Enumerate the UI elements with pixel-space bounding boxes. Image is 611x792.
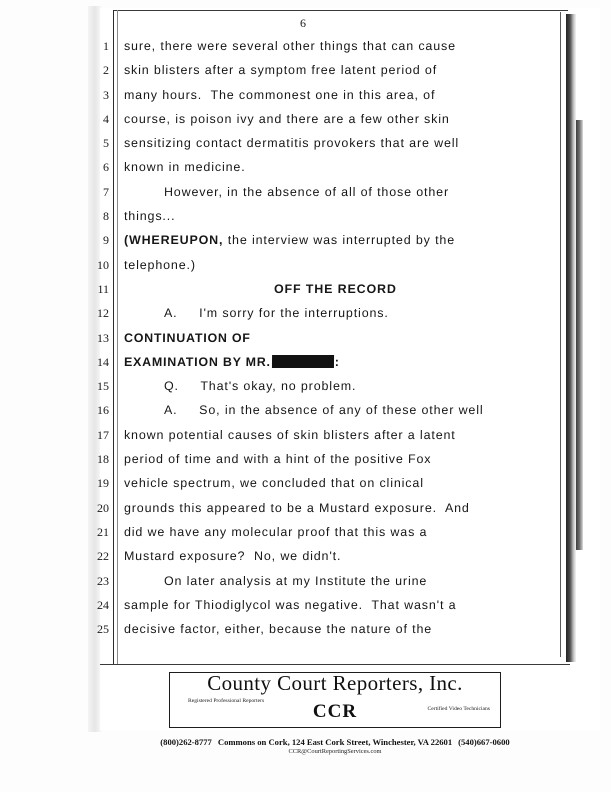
transcript-line-whereupon (124, 228, 564, 252)
line-number: 17 (97, 427, 109, 442)
transcript-line: decisive factor, either, because the nature of the (123, 622, 433, 637)
transcript-line: vehicle spectrum, we concluded that on clinical (123, 476, 424, 491)
reporter-tagline-right: Certified Video Technicians (427, 706, 490, 712)
reporter-company-name: County Court Reporters, Inc. (207, 671, 463, 695)
transcript-line: known in medicine. (123, 160, 246, 175)
line-number: 11 (97, 281, 109, 296)
transcript-line: Mustard exposure? No, we didn't. (123, 549, 342, 564)
line-number: 3 (103, 87, 109, 102)
transcript-line: period of time and with a hint of the positive Fox (123, 452, 432, 467)
reporter-phone-toll-free: (800)262-8777 (160, 737, 212, 747)
transcript-line: grounds this appeared to be a Mustard exposure. And (123, 500, 470, 515)
reporter-address: Commons on Cork, 124 East Cork Street, Winchester, VA 22601 (217, 737, 453, 747)
line-number: 1 (103, 39, 109, 53)
reporter-email: CCR@CourtReportingServices.com (288, 748, 382, 755)
line-number: 14 (97, 354, 109, 369)
transcript-line: skin blisters after a symptom free latent period of (123, 63, 438, 78)
line-number: 5 (103, 136, 109, 151)
line-number: 7 (103, 184, 109, 199)
transcript-line: sure, there were several other things that can cause (123, 39, 457, 53)
line-number: 24 (97, 597, 109, 612)
line-number: 13 (97, 330, 109, 345)
line-number: 9 (103, 233, 109, 248)
whereupon-text: the interview was interrupted by the (223, 233, 456, 248)
line-number: 18 (97, 452, 109, 467)
line-number: 25 (97, 622, 109, 637)
reporter-phone-local: (540)667-0600 (458, 737, 510, 747)
line-number: 20 (97, 500, 109, 515)
line-number: 16 (97, 403, 109, 418)
transcript-body (124, 34, 564, 641)
line-number: 19 (97, 476, 109, 491)
line-number-column (86, 34, 112, 641)
transcript-line: However, in the absence of all of those other (163, 184, 450, 199)
examination-by-suffix: : (334, 354, 340, 369)
scan-dark-edge-secondary (576, 120, 583, 550)
line-number: 22 (97, 549, 109, 564)
examination-by-label: EXAMINATION BY MR. (123, 354, 271, 369)
line-number: 4 (103, 111, 109, 126)
redaction-bar (272, 355, 334, 368)
transcript-line: did we have any molecular proof that this was a (123, 524, 428, 539)
transcript-line: sensitizing contact dermatitis provokers that are well (123, 136, 460, 151)
transcript-line-off-the-record: OFF THE RECORD (273, 281, 397, 296)
page-border-bottom (100, 664, 570, 665)
transcript-line: things... (123, 209, 176, 224)
line-number: 15 (97, 379, 109, 394)
line-number: 6 (103, 160, 109, 175)
transcript-line: sample for Thiodiglycol was negative. That wasn't a (123, 597, 457, 612)
line-number: 8 (103, 209, 109, 224)
reporter-contact-line (100, 737, 570, 747)
line-number: 2 (103, 63, 109, 78)
line-number: 21 (97, 524, 109, 539)
whereupon-label: (WHEREUPON, (123, 233, 224, 248)
transcript-line-examination-by (124, 350, 564, 374)
reporter-footer (100, 672, 570, 755)
page-number: 6 (300, 16, 306, 30)
line-number: 12 (97, 306, 109, 321)
transcript-line: CONTINUATION OF (123, 330, 251, 345)
page-border-left (113, 10, 114, 665)
scan-dark-edge (566, 14, 576, 662)
transcript-line: A. So, in the absence of any of these other well (163, 403, 484, 418)
page-border-left-inner (117, 10, 118, 665)
transcript-line: Q. That's okay, no problem. (163, 379, 357, 394)
transcript-line: On later analysis at my Institute the urine (163, 573, 428, 588)
reporter-monogram: CCR (312, 701, 358, 722)
transcript-line: many hours. The commonest one in this area, of (123, 87, 436, 102)
transcript-line: A. I'm sorry for the interruptions. (163, 306, 389, 321)
transcript-line: telephone.) (123, 257, 196, 272)
page-border-top (113, 10, 568, 11)
transcript-line: course, is poison ivy and there are a few other skin (123, 111, 450, 126)
transcript-line: known potential causes of skin blisters after a latent (123, 427, 456, 442)
reporter-tagline-left: Registered Professional Reporters (188, 698, 265, 704)
reporter-logo-box (169, 672, 501, 728)
line-number: 23 (97, 573, 109, 588)
line-number: 10 (97, 257, 109, 272)
